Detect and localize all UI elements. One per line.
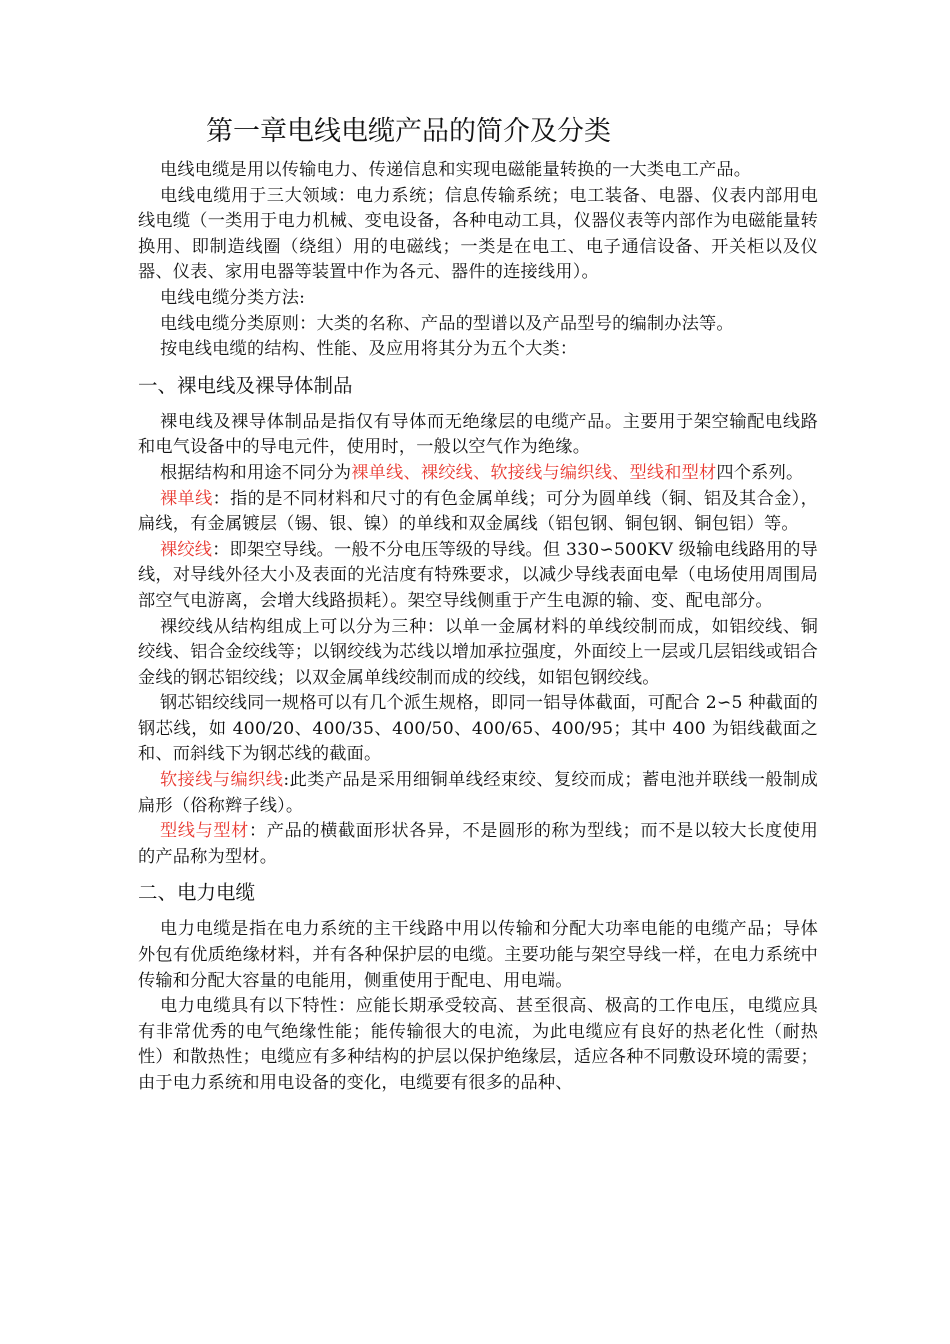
section-2-paragraph-2: 电力电缆具有以下特性：应能长期承受较高、甚至很高、极高的工作电压，电缆应具有非常优秀的电气绝缘性能；能传输很大的电流，为此电缆应有良好的热老化性（耐热性）和散热性；电缆应有多种结构的护层以保护绝缘层，适应各种不同敷设环境的需要；由于电力系统和用电设备的变化，电缆要有很多的品种、 xyxy=(138,996,818,1093)
bare-single-wire-description: ：指的是不同材料和尺寸的有色金属单线；可分为圆单线（铜、铝及其合金），扁线，有金属镀层（锡、银、镍）的单线和双金属线（铝包钢、铜包钢、铜包铝）等。 xyxy=(138,488,818,535)
bare-stranded-wire-description: ：即架空导线。一般不分电压等级的导线。但 330∽500KV 级输电线路用的导线，对导线外径大小及表面的光洁度有特殊要求，以减少导线表面电晕（电场使用周围局部空气电游离，会增大线路损耗）。架空导线侧重于产生电源的输、变、配电部分。 xyxy=(138,539,818,611)
flexible-braided-wire-description: :此类产品是采用细铜单线经束绞、复绞而成；蓄电池并联线一般制成扁形（俗称辫子线）。 xyxy=(138,770,818,816)
section-2-heading: 二、电力电缆 xyxy=(138,881,256,905)
section-1-paragraph-5: 裸绞线从结构组成上可以分为三种：以单一金属材料的单线绞制而成，如铝绞线、铜绞线、铝合金绞线等；以钢绞线为芯线以增加承拉强度，外面绞上一层或几层铝线或铝合金线的钢芯铝绞线；以双金属单线绞制而成的绞线，如铝包钢绞线。 xyxy=(138,616,818,688)
intro-paragraph-1: 电线电缆是用以传输电力、传递信息和实现电磁能量转换的一大类电工产品。 xyxy=(160,160,752,180)
intro-paragraph-4: 电线电缆分类原则：大类的名称、产品的型谱以及产品型号的编制办法等。 xyxy=(160,313,734,334)
chapter-title: 第一章电线电缆产品的简介及分类 xyxy=(206,116,611,147)
series-intro-text: 根据结构和用途不同分为 xyxy=(160,462,352,483)
term-bare-stranded-wire: 裸绞线 xyxy=(160,539,213,560)
section-1-paragraph-1: 裸电线及裸导体制品是指仅有导体而无绝缘层的电缆产品。主要用于架空输配电线路和电气设备中的导电元件，使用时，一般以空气作为绝缘。 xyxy=(138,411,818,458)
section-1-paragraph-8 xyxy=(138,819,818,870)
series-list-highlight: 裸单线、裸绞线、软接线与编织线、型线和型材 xyxy=(351,462,717,483)
intro-paragraph-2: 电线电缆用于三大领域：电力系统；信息传输系统；电工装备、电器、仪表内部用电线电缆（一类用于电力机械、变电设备，各种电动工具，仪器仪表等内部作为电磁能量转换用、即制造线圈（绕组）用的电磁线；一类是在电工、电子通信设备、开关柜以及仪器、仪表、家用电器等装置中作为各元、器件的连接线用）。 xyxy=(138,185,818,283)
section-1-heading: 一、裸电线及裸导体制品 xyxy=(138,373,353,397)
intro-paragraph-3: 电线电缆分类方法: xyxy=(160,287,306,308)
term-profile-wire: 型线与型材 xyxy=(160,821,249,842)
term-bare-single-wire: 裸单线 xyxy=(160,488,213,509)
series-count-text: 四个系列。 xyxy=(716,462,804,483)
section-2-paragraph-1: 电力电缆是指在电力系统的主干线路中用以传输和分配大功率电能的电缆产品；导体外包有优质绝缘材料，并有各种保护层的电缆。主要功能与架空导线一样，在电力系统中传输和分配大容量的电能用，侧重使用于配电、用电端。 xyxy=(138,919,818,991)
term-flexible-braided-wire: 软接线与编织线 xyxy=(160,770,284,791)
section-1-paragraph-6: 钢芯铝绞线同一规格可以有几个派生规格，即同一铝导体截面，可配合 2∽5 种截面的钢芯线，如 400/20、400/35、400/50、400/65、400/95；其中 400 为铝线截面之和、而斜线下为钢芯线的截面。 xyxy=(138,693,818,765)
section-1-paragraph-2 xyxy=(138,461,818,487)
profile-wire-description: ：产品的横截面形状各异，不是圆形的称为型线；而不是以较大长度使用的产品称为型材。 xyxy=(138,821,818,867)
document-page xyxy=(138,112,818,1097)
section-1-paragraph-7 xyxy=(138,768,818,819)
section-1-paragraph-4 xyxy=(138,538,818,615)
section-1-paragraph-3 xyxy=(138,487,818,538)
intro-paragraph-5: 按电线电缆的结构、性能、及应用将其分为五个大类： xyxy=(160,339,578,360)
